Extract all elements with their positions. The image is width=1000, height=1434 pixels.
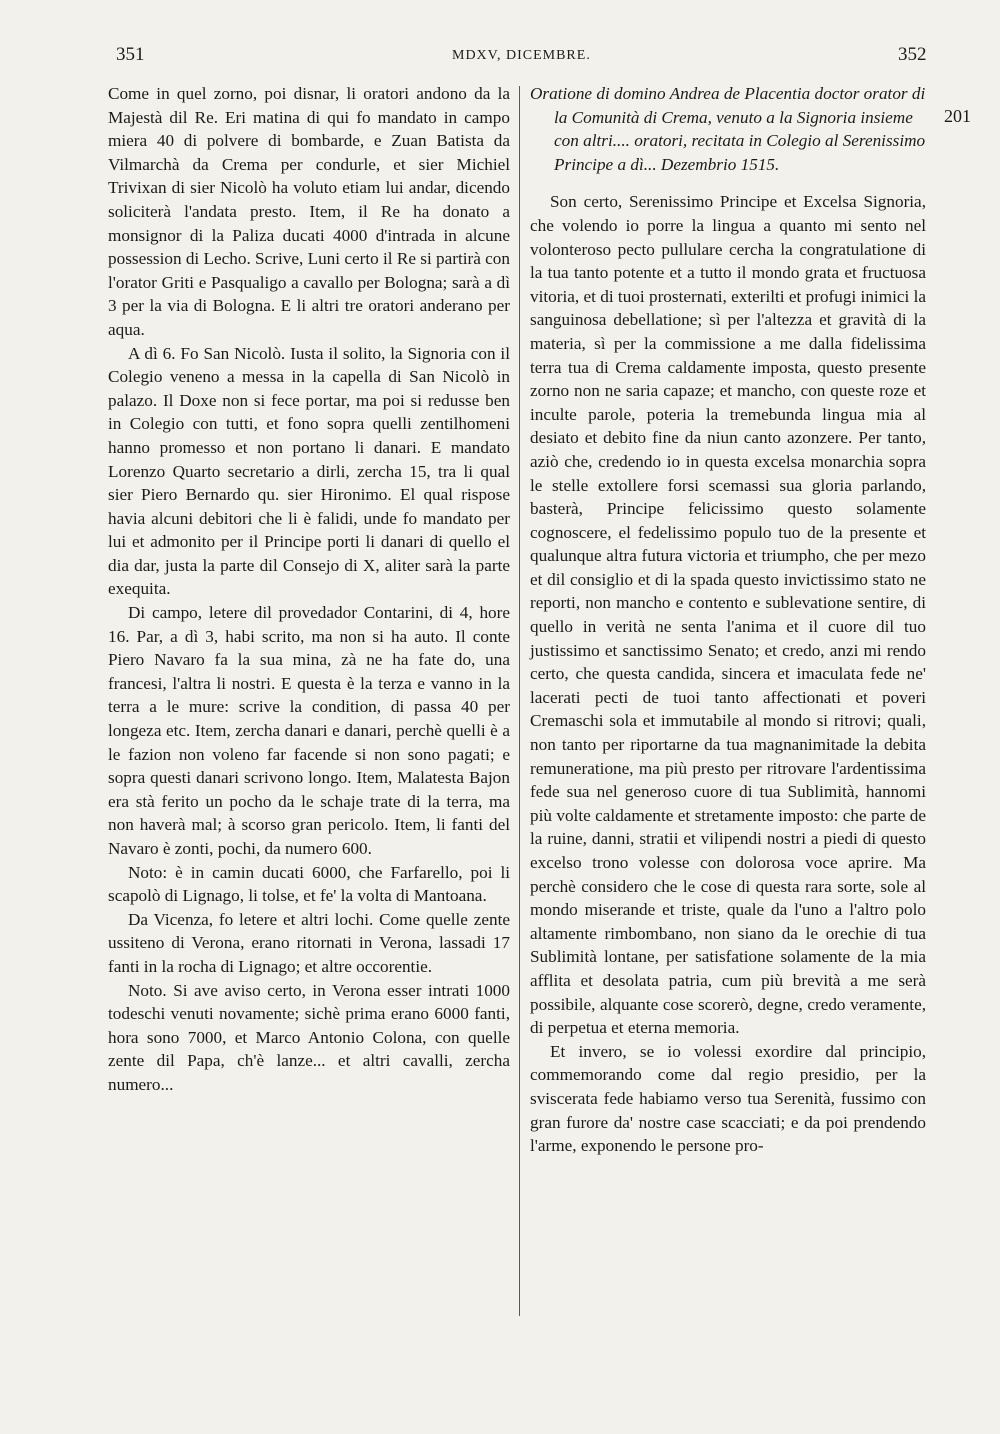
paragraph: Da Vicenza, fo letere et altri lochi. Come quelle zente ussiteno di Verona, erano ritornati in Verona, lassadi 17 fanti in la rocha di Lignago; et altre occorentie. <box>108 909 510 976</box>
paragraph: Noto. Si ave aviso certo, in Verona esser intrati 1000 todeschi venuti novamente; sichè prima erano 6000 fanti, hora sono 7000, et Marco Antonio Colona, con quelle zente dil Papa, ch'è lanze... et altri cavalli, zercha numero... <box>108 980 510 1094</box>
column-divider <box>519 86 520 1316</box>
paragraph: Noto: è in camin ducati 6000, che Farfarello, poi li scapolò di Lignago, li tolse, et fe' la volta di Mantoana. <box>108 862 510 906</box>
margin-page-number: 201 <box>944 106 971 126</box>
right-column <box>530 82 926 1158</box>
page-number-left: 351 <box>116 44 145 65</box>
page-number-right: 352 <box>898 44 927 65</box>
page-header <box>0 44 1000 76</box>
running-title: MDXV, DICEMBRE. <box>452 48 591 63</box>
paragraph: A dì 6. Fo San Nicolò. Iusta il solito, la Signoria con il Colegio veneno a messa in la capella di San Nicolò in palazo. Il Doxe non si fece portar, ma poi si redusse ben in Colegio con tutti, et fono sopra quelli zentilhomeni hanno promesso et non portano li danari. E mandato Lorenzo Quarto secretario a dirli, zercha 15, tra li qual sier Piero Bernardo qu. sier Hironimo. El qual rispose havia alcuni debitori che li è falidi, unde fo mandato per lui et admonito per il Principe porti li danari di quello el dia dar, justa la parte dil Consejo di X, aliter sarà la parte exequita. <box>108 343 510 599</box>
paragraph: Et invero, se io volessi exordire dal principio, commemorando come dal regio presidio, per la sviscerata fede habiamo verso tua Serenità, fussimo con gran furore da' nostre case scacciati; e da poi prendendo l'arme, exponendo le persone pro- <box>530 1041 926 1156</box>
paragraph: Come in quel zorno, poi disnar, li oratori andono da la Majestà dil Re. Eri matina di qui fo mandato in campo miera 40 di polvere di bombarde, e Zuan Batista da Vilmarchà da Crema per condurle, et sier Michiel Trivixan di sier Nicolò ha voluto etiam lui andar, dicendo soliciterà l'andata presto. Item, il Re ha donato a monsignor di la Paliza ducati 4000 d'intrada in alcune possession di Lecho. Scrive, Luni certo il Re si partirà con l'orator Griti e Pasqualigo a cavallo per Bologna; sarà a dì 3 per la via di Bologna. E li altri tre oratori anderano per aqua. <box>108 84 510 339</box>
left-column <box>108 82 510 1097</box>
oration-heading: Oratione di domino Andrea de Placentia doctor orator di la Comunità di Crema, venuto a la Signoria insieme con altri.... oratori, recitata in Colegio al Serenissimo Principe a dì... Dezembrio 1515. <box>530 84 926 174</box>
paragraph: Di campo, letere dil provedador Contarini, di 4, hore 16. Par, a dì 3, habi scrito, ma non si ha auto. Il conte Piero Navaro fa la sua mina, zà ne ha fate do, una francesi, l'altra li nostri. E questa è la terza e vanno in la terra a le mure: scrive la condition, di passa 40 per longeza etc. Item, zercha danari e danari, perchè quelli è a le fazion non voleno far facende si non sono pagati; e sopra questi danari scrivono longo. Item, Malatesta Bajon era stà ferito un pocho da le schaje trate di la terra, ma non haverà mal; à scorso gran pericolo. Item, li fanti del Navaro è zonti, pochi, da numero 600. <box>108 603 510 858</box>
paragraph: Son certo, Serenissimo Principe et Excelsa Signoria, che volendo io porre la lingua a quanto mi sento nel volonteroso pecto pullulare cercha la congratulatione di la tua tanto potente et a tutto il mondo grata et fructuosa vitoria, et di tuoi prosternati, exterilti et profugi inimici la sanguinosa debellatione; sì per l'altezza et gravità di la materia, sì per la commissione a me dalla fidelissima terra tua di Crema caldamente imposta, questo presente zorno non ne saria capaze; et mancho, con queste roze et inculte parole, poteria la tremebunda lingua mia al desiato et debito fine da niun canto azonzere. Per tanto, aziò che, credendo io in questa excelsa monarchia sopra le stelle extollere forsi scemassi sua gloria parlando, basterà, Principe felicissimo questo solamente cognoscere, el fedelissimo populo tuo de la presente et qualunque altra futura victoria et triumpho, che per mezo et dil consiglio et di la spada questo invictissimo stato ne reporti, non mancho e contento e sublevatione sentire, di quello in verità ne senta l'anima et il cuore dil tuo justissimo et sanctissimo Senato; et credo, anzi mi rendo certo, che questa candida, sincera et imaculata fede ne' lacerati pecti de tuoi tanto affectionati et poveri Cremaschi sola et immutabile al mondo si ritrovi; quali, non tanto per riportarne da tua magnanimitade la debita remuneratione, ma più presto per ritrovare l'ardentissima fede sua nel generoso cuore di tua Sublimità, hannomi più volte caldamente et stretamente imposto: che parte de la ruine, danni, stratii et vilipendi nostri a piedi di questo excelso trono volesse con dolorosa voce aprire. Ma perchè considero che le cose di questa rara sorte, sole al mondo miserande et triste, quale da l'uno a l'altro polo altamente rimbombano, non siano da le orechie di tua Sublimità lontane, per satisfatione solamente de la mia afflita et desolata patria, cum più brevità a me serà possibile, alquante cose scorerò, degne, credo veramente, di perpetua et eterna memoria. <box>530 192 926 1038</box>
